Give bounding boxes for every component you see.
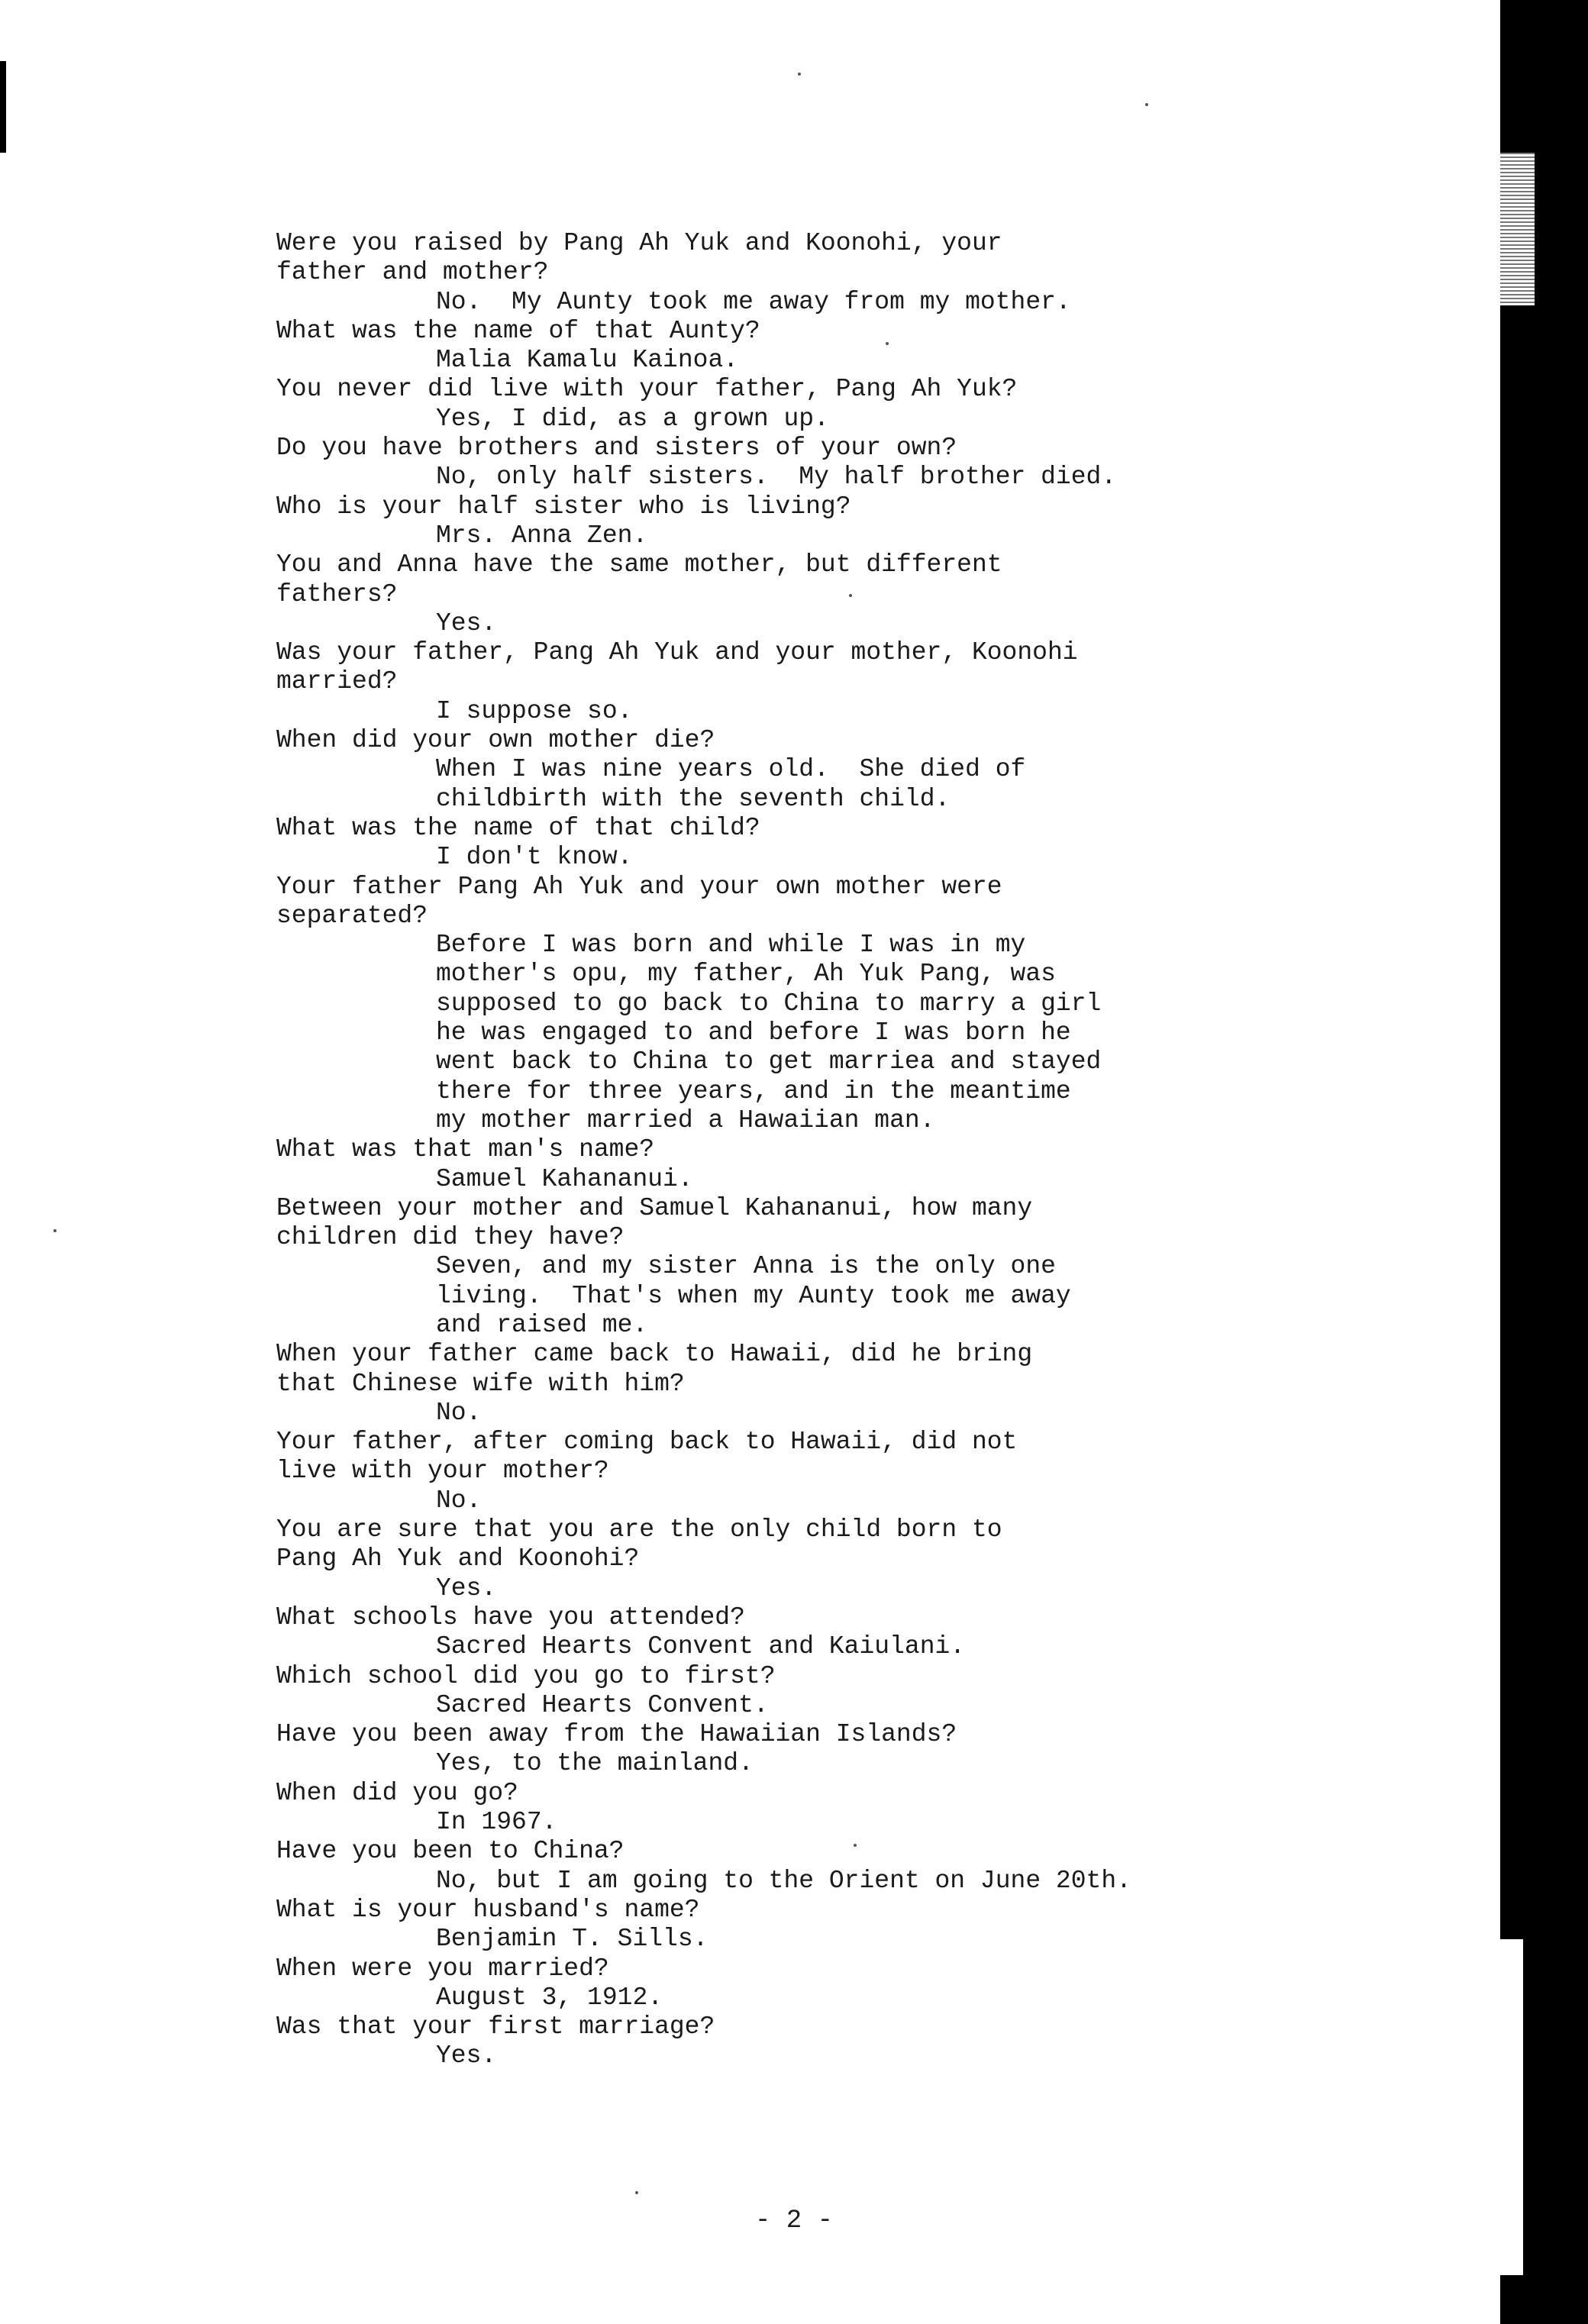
answer-line: No. <box>436 1486 482 1515</box>
interview-transcript <box>276 229 1483 2071</box>
answer-line: Seven, and my sister Anna is the only one <box>436 1252 1056 1281</box>
answer-line: Yes. <box>436 608 497 637</box>
answer <box>276 1925 1483 1954</box>
answer <box>276 1632 1483 1661</box>
answer-line: No, but I am going to the Orient on June 20th. <box>436 1866 1131 1895</box>
answer-line: No. My Aunty took me away from my mother. <box>436 287 1071 316</box>
answer-line: In 1967. <box>436 1808 557 1837</box>
answer <box>276 288 1483 317</box>
answer <box>276 1486 1483 1515</box>
question <box>276 1340 1483 1399</box>
question-line: Have you been away from the Hawaiian Islands? <box>276 1720 957 1749</box>
answer <box>276 1867 1483 1896</box>
question <box>276 873 1483 931</box>
answer-line: Samuel Kahananui. <box>436 1164 693 1193</box>
question-line: live with your mother? <box>276 1457 609 1486</box>
question <box>276 1428 1483 1486</box>
answer-line: No. <box>436 1398 482 1427</box>
question <box>276 1135 1483 1164</box>
answer-line: I don't know. <box>436 843 633 872</box>
answer <box>276 1808 1483 1837</box>
answer-line: I suppose so. <box>436 696 633 725</box>
question <box>276 317 1483 346</box>
answer <box>276 931 1483 1135</box>
answer-line: living. That's when my Aunty took me away <box>436 1281 1071 1310</box>
answer <box>276 1691 1483 1720</box>
answer <box>276 463 1483 492</box>
question-line: Were you raised by Pang Ah Yuk and Koonohi, your <box>276 229 1002 257</box>
question-line: When did your own mother die? <box>276 726 715 755</box>
question <box>276 229 1483 288</box>
answer <box>276 1399 1483 1428</box>
answer-line: went back to China to get marriea and stayed <box>436 1047 1102 1076</box>
question <box>276 1603 1483 1632</box>
answer <box>276 609 1483 638</box>
question <box>276 1515 1483 1574</box>
answer <box>276 1165 1483 1194</box>
answer-line: childbirth with the seventh child. <box>436 784 951 813</box>
question-line: Have you been to China? <box>276 1837 625 1866</box>
question-line: You and Anna have the same mother, but different <box>276 550 1002 579</box>
question-line: What was the name of that Aunty? <box>276 316 760 345</box>
question-line: When were you married? <box>276 1954 609 1983</box>
page-number: - 2 - <box>754 2206 834 2235</box>
answer <box>276 755 1483 814</box>
scan-edge-right <box>1500 0 1588 2324</box>
answer-line: supposed to go back to China to marry a girl <box>436 989 1102 1018</box>
question <box>276 1954 1483 1983</box>
answer-line: Yes. <box>436 2042 497 2071</box>
answer-line: there for three years, and in the meantime <box>436 1076 1071 1106</box>
answer <box>276 2042 1483 2071</box>
answer <box>276 1749 1483 1778</box>
answer-line: he was engaged to and before I was born he <box>436 1018 1071 1047</box>
question-line: that Chinese wife with him? <box>276 1369 685 1398</box>
question-line: separated? <box>276 901 428 930</box>
question-line: What was that man's name? <box>276 1135 655 1164</box>
answer-line: my mother married a Hawaiian man. <box>436 1106 935 1135</box>
scan-speck <box>635 2191 638 2194</box>
scan-speck <box>53 1229 56 1232</box>
question <box>276 638 1483 697</box>
answer-line: mother's opu, my father, Ah Yuk Pang, was <box>436 960 1056 989</box>
answer <box>276 1252 1483 1340</box>
answer <box>276 1574 1483 1603</box>
question-line: Was your father, Pang Ah Yuk and your mother, Koonohi <box>276 638 1078 667</box>
answer <box>276 346 1483 375</box>
question-line: Your father Pang Ah Yuk and your own mother were <box>276 872 1002 901</box>
question <box>276 1779 1483 1808</box>
answer-line: Malia Kamalu Kainoa. <box>436 346 739 375</box>
answer-line: When I was nine years old. She died of <box>436 755 1026 784</box>
question <box>276 2013 1483 2042</box>
question-line: You are sure that you are the only child born to <box>276 1515 1002 1544</box>
question-line: fathers? <box>276 579 398 608</box>
question <box>276 814 1483 843</box>
answer-line: Mrs. Anna Zen. <box>436 521 648 550</box>
question <box>276 375 1483 404</box>
question-line: What schools have you attended? <box>276 1603 745 1632</box>
answer-line: No, only half sisters. My half brother died. <box>436 463 1117 492</box>
scan-edge-left <box>0 61 6 153</box>
question <box>276 1837 1483 1866</box>
question <box>276 550 1483 609</box>
answer <box>276 697 1483 726</box>
answer-line: Sacred Hearts Convent and Kaiulani. <box>436 1632 966 1661</box>
question <box>276 492 1483 521</box>
question <box>276 1896 1483 1925</box>
answer-line: Benjamin T. Sills. <box>436 1925 708 1954</box>
question <box>276 1720 1483 1749</box>
question-line: Was that your first marriage? <box>276 2013 715 2042</box>
question <box>276 1662 1483 1691</box>
answer-line: August 3, 1912. <box>436 1983 663 2012</box>
question-line: When your father came back to Hawaii, did he bring <box>276 1340 1033 1369</box>
question-line: What was the name of that child? <box>276 813 760 842</box>
question-line: Who is your half sister who is living? <box>276 492 851 521</box>
answer <box>276 521 1483 550</box>
answer-line: Yes, I did, as a grown up. <box>436 404 829 433</box>
question-line: children did they have? <box>276 1223 625 1252</box>
scan-edge-noise <box>1500 153 1535 305</box>
answer-line: Before I was born and while I was in my <box>436 931 1026 960</box>
answer-line: Yes. <box>436 1574 497 1603</box>
answer-line: Yes, to the mainland. <box>436 1749 754 1778</box>
scan-speck <box>798 73 801 76</box>
question <box>276 434 1483 463</box>
question-line: Pang Ah Yuk and Koonohi? <box>276 1544 640 1574</box>
question-line: Between your mother and Samuel Kahananui, how many <box>276 1193 1033 1222</box>
question-line: You never did live with your father, Pang Ah Yuk? <box>276 375 1018 404</box>
answer-line: and raised me. <box>436 1310 648 1339</box>
question-line: Do you have brothers and sisters of your own? <box>276 434 957 463</box>
answer-line: Sacred Hearts Convent. <box>436 1690 769 1719</box>
question-line: Which school did you go to first? <box>276 1661 776 1690</box>
question-line: Your father, after coming back to Hawaii, did not <box>276 1428 1018 1457</box>
question <box>276 726 1483 755</box>
question-line: father and mother? <box>276 258 549 287</box>
answer <box>276 1983 1483 2013</box>
question <box>276 1194 1483 1253</box>
question-line: married? <box>276 667 398 696</box>
answer <box>276 405 1483 434</box>
answer <box>276 843 1483 872</box>
scan-speck <box>1145 103 1148 106</box>
question-line: When did you go? <box>276 1778 518 1807</box>
question-line: What is your husband's name? <box>276 1895 700 1924</box>
